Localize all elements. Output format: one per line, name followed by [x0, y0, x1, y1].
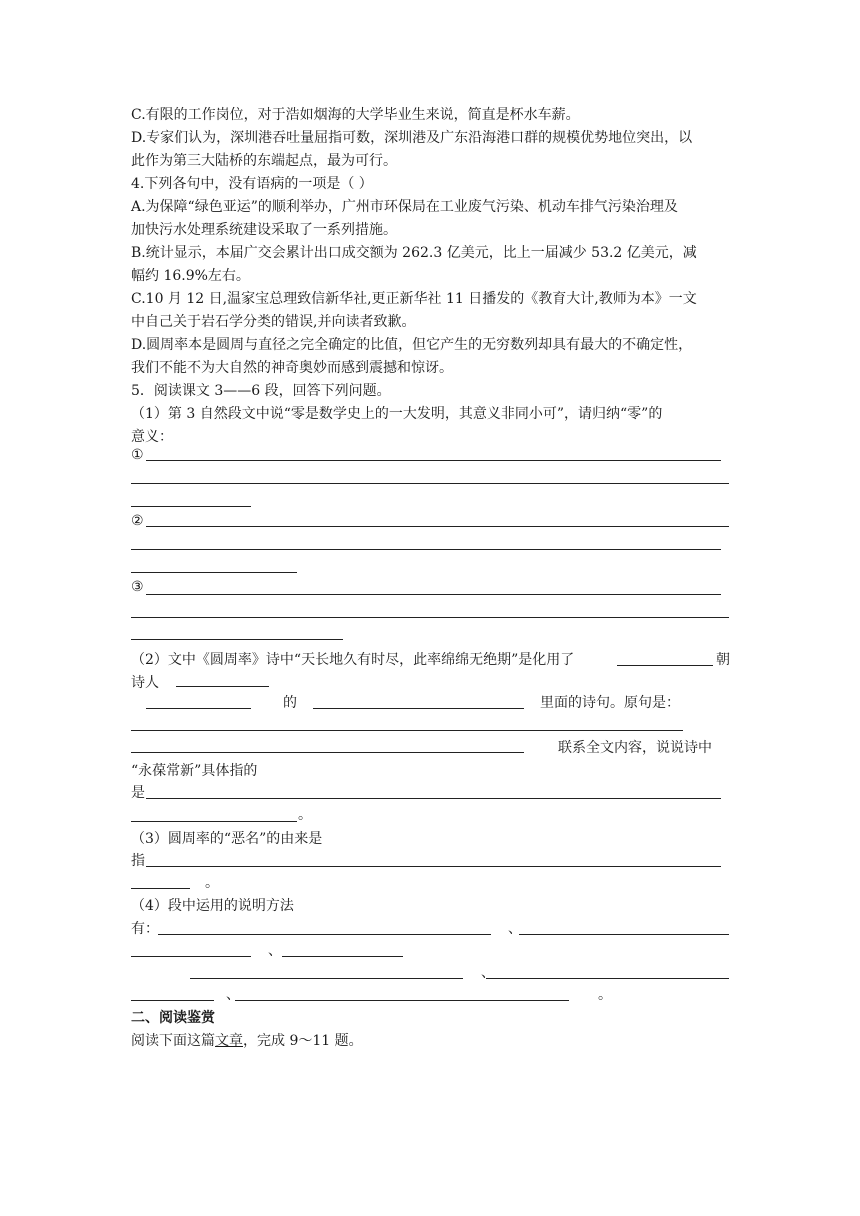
q5-part2-poet: 诗人: [131, 675, 159, 691]
section-intro-post: ，完成 9～11 题。: [243, 1033, 363, 1049]
q5-part4-end: 。: [598, 987, 612, 1003]
answer-line[interactable]: [146, 866, 721, 867]
method-blank-2[interactable]: [519, 934, 729, 935]
separator: 、: [481, 965, 495, 981]
q5-part2-de: 的: [283, 695, 297, 711]
method-blank-3-cont[interactable]: [190, 978, 463, 979]
q5-part2-end: 。: [298, 807, 312, 823]
poet-blank[interactable]: [176, 686, 269, 687]
q5-part2-line1: （2）文中《圆周率》诗中“天长地久有时尽，此率绵绵无绝期”是化用了: [131, 652, 575, 668]
method-blank-4[interactable]: [486, 978, 729, 979]
q5-part2-quote: “永葆常新”具体指的: [131, 763, 258, 779]
answer-line[interactable]: [146, 460, 721, 461]
answer-marker-2: ②: [131, 513, 144, 529]
q5-part2-inside: 里面的诗句。原句是：: [540, 695, 680, 711]
q5-part1-line1: （1）第 3 自然段文中说“零是数学史上的一大发明，其意义非同小可”，请归纳“零”的: [131, 406, 663, 422]
answer-line[interactable]: [131, 506, 251, 507]
answer-marker-3: ③: [131, 579, 144, 595]
separator: 、: [226, 987, 240, 1003]
answer-line[interactable]: [131, 821, 297, 822]
answer-line[interactable]: [131, 549, 721, 550]
q5-part2-is: 是: [131, 785, 145, 801]
q5-part2-link: 联系全文内容，说说诗中: [558, 740, 712, 756]
q4-option-d-line2: 我们不能不为大自然的神奇奥妙而感到震撼和惊讶。: [131, 360, 453, 376]
q5-part3-zhi: 指: [131, 853, 145, 869]
q4-stem: 4.下列各句中，没有语病的一项是（ ）: [131, 176, 373, 192]
q4-option-a-line1: A.为保障“绿色亚运”的顺利举办，广州市环保局在工业废气污染、机动车排气污染治理及: [131, 199, 678, 215]
q5-part1-line2: 意义：: [131, 429, 173, 445]
answer-marker-1: ①: [131, 447, 144, 463]
answer-line[interactable]: [131, 888, 190, 889]
work-title-blank[interactable]: [313, 708, 524, 709]
answer-line[interactable]: [131, 617, 729, 618]
dynasty-blank[interactable]: [617, 665, 713, 666]
answer-line[interactable]: [131, 572, 297, 573]
q5-part4-you: 有：: [131, 921, 159, 937]
section-intro: [131, 1032, 363, 1050]
section-heading: 二、阅读鉴赏: [131, 1010, 215, 1026]
answer-line[interactable]: [131, 752, 524, 753]
answer-line[interactable]: [146, 594, 721, 595]
method-blank-2-cont[interactable]: [131, 956, 251, 957]
article-link[interactable]: 文章: [215, 1033, 243, 1049]
separator: 、: [508, 921, 522, 937]
answer-line[interactable]: [146, 798, 721, 799]
answer-line[interactable]: [131, 639, 343, 640]
q4-option-b-line1: B.统计显示，本届广交会累计出口成交额为 262.3 亿美元，比上一届减少 53.2 亿美元，减: [131, 245, 697, 261]
separator: 、: [268, 943, 282, 959]
method-blank-1[interactable]: [158, 934, 491, 935]
q5-part4: （4）段中运用的说明方法: [131, 898, 294, 914]
q5-part3-end: 。: [205, 875, 219, 891]
q4-option-b-line2: 幅约 16.9%左右。: [131, 268, 250, 284]
method-blank-3[interactable]: [282, 956, 403, 957]
q4-option-c-line2: 中自己关于岩石学分类的错误,并向读者致歉。: [131, 314, 416, 330]
q5-stem: 5．阅读课文 3——6 段，回答下列问题。: [131, 383, 391, 399]
answer-line[interactable]: [146, 526, 729, 527]
method-blank-4-cont[interactable]: [131, 1000, 214, 1001]
answer-line[interactable]: [131, 483, 729, 484]
q3-option-c: C.有限的工作岗位，对于浩如烟海的大学毕业生来说，简直是杯水车薪。: [131, 107, 580, 123]
q4-option-a-line2: 加快污水处理系统建设采取了一系列措施。: [131, 222, 397, 238]
q3-option-d-line1: D.专家们认为，深圳港吞吐量屈指可数，深圳港及广东沿海港口群的规模优势地位突出，以: [131, 130, 693, 146]
answer-line[interactable]: [131, 730, 683, 731]
q5-part3: （3）圆周率的“恶名”的由来是: [131, 831, 323, 847]
q4-option-c-line1: C.10 月 12 日,温家宝总理致信新华社,更正新华社 11 日播发的《教育大计,教师为本》一文: [131, 291, 697, 307]
q3-option-d-line2: 此作为第三大陆桥的东端起点，最为可行。: [131, 153, 397, 169]
q4-option-d-line1: D.圆周率本是圆周与直径之完全确定的比值，但它产生的无穷数列却具有最大的不确定性，: [131, 337, 693, 353]
method-blank-5[interactable]: [235, 1000, 569, 1001]
q5-part2-chao: 朝: [716, 652, 730, 668]
section-intro-pre: 阅读下面这篇: [131, 1033, 215, 1049]
poet-name-blank[interactable]: [146, 708, 251, 709]
